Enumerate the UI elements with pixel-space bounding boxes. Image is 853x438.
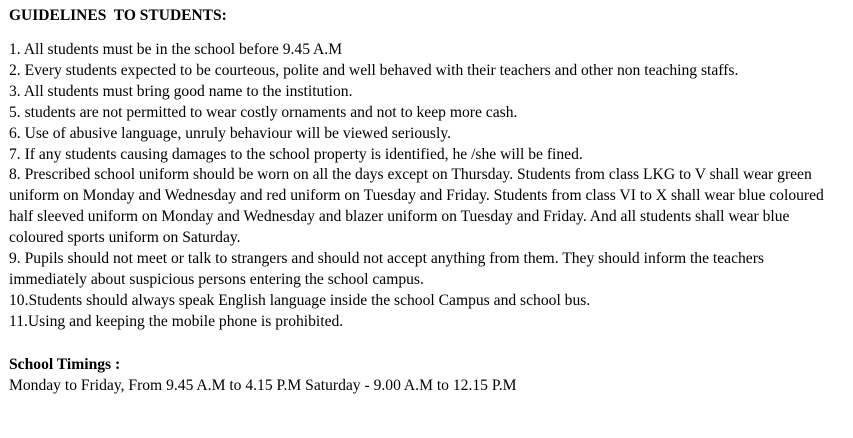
guideline-item: 2. Every students expected to be courteous, polite and well behaved with their teachers and other non teaching staffs. [9,61,739,79]
document-page [9,6,845,396]
guidelines-list [9,40,845,333]
guideline-item: 8. Prescribed school uniform should be worn on all the days except on Thursday. Students from class LKG to V shall wear green uniform on Monday and Wednesday and red uniform on Tuesday and Friday. Students from class VI to X shall wear blue coloured half sleeved uniform on Monday and Wednesday and blazer uniform on Tuesday and Friday. And all students shall wear blue coloured sports uniform on Saturday. [9,166,824,247]
guideline-item: 6. Use of abusive language, unruly behaviour will be viewed seriously. [9,124,452,142]
guideline-item: 9. Pupils should not meet or talk to strangers and should not accept anything from them. They should inform the teachers immediately about suspicious persons entering the school campus. [9,250,764,288]
guideline-item: 7. If any students causing damages to the school property is identified, he /she will be fined. [9,145,583,163]
guideline-item: 1. All students must be in the school before 9.45 A.M [9,41,343,58]
guideline-item: 10.Students should always speak English language inside the school Campus and school bus. [9,291,591,309]
school-timings-heading: School Timings : [9,355,121,373]
guideline-item: 11.Using and keeping the mobile phone is prohibited. [9,312,344,330]
guideline-item: 5. students are not permitted to wear costly ornaments and not to keep more cash. [9,103,518,121]
school-timings-text: Monday to Friday, From 9.45 A.M to 4.15 P.M Saturday - 9.00 A.M to 12.15 P.M [9,376,517,394]
guideline-item: 3. All students must bring good name to the institution. [9,82,353,100]
document-title: GUIDELINES TO STUDENTS: [9,7,227,24]
